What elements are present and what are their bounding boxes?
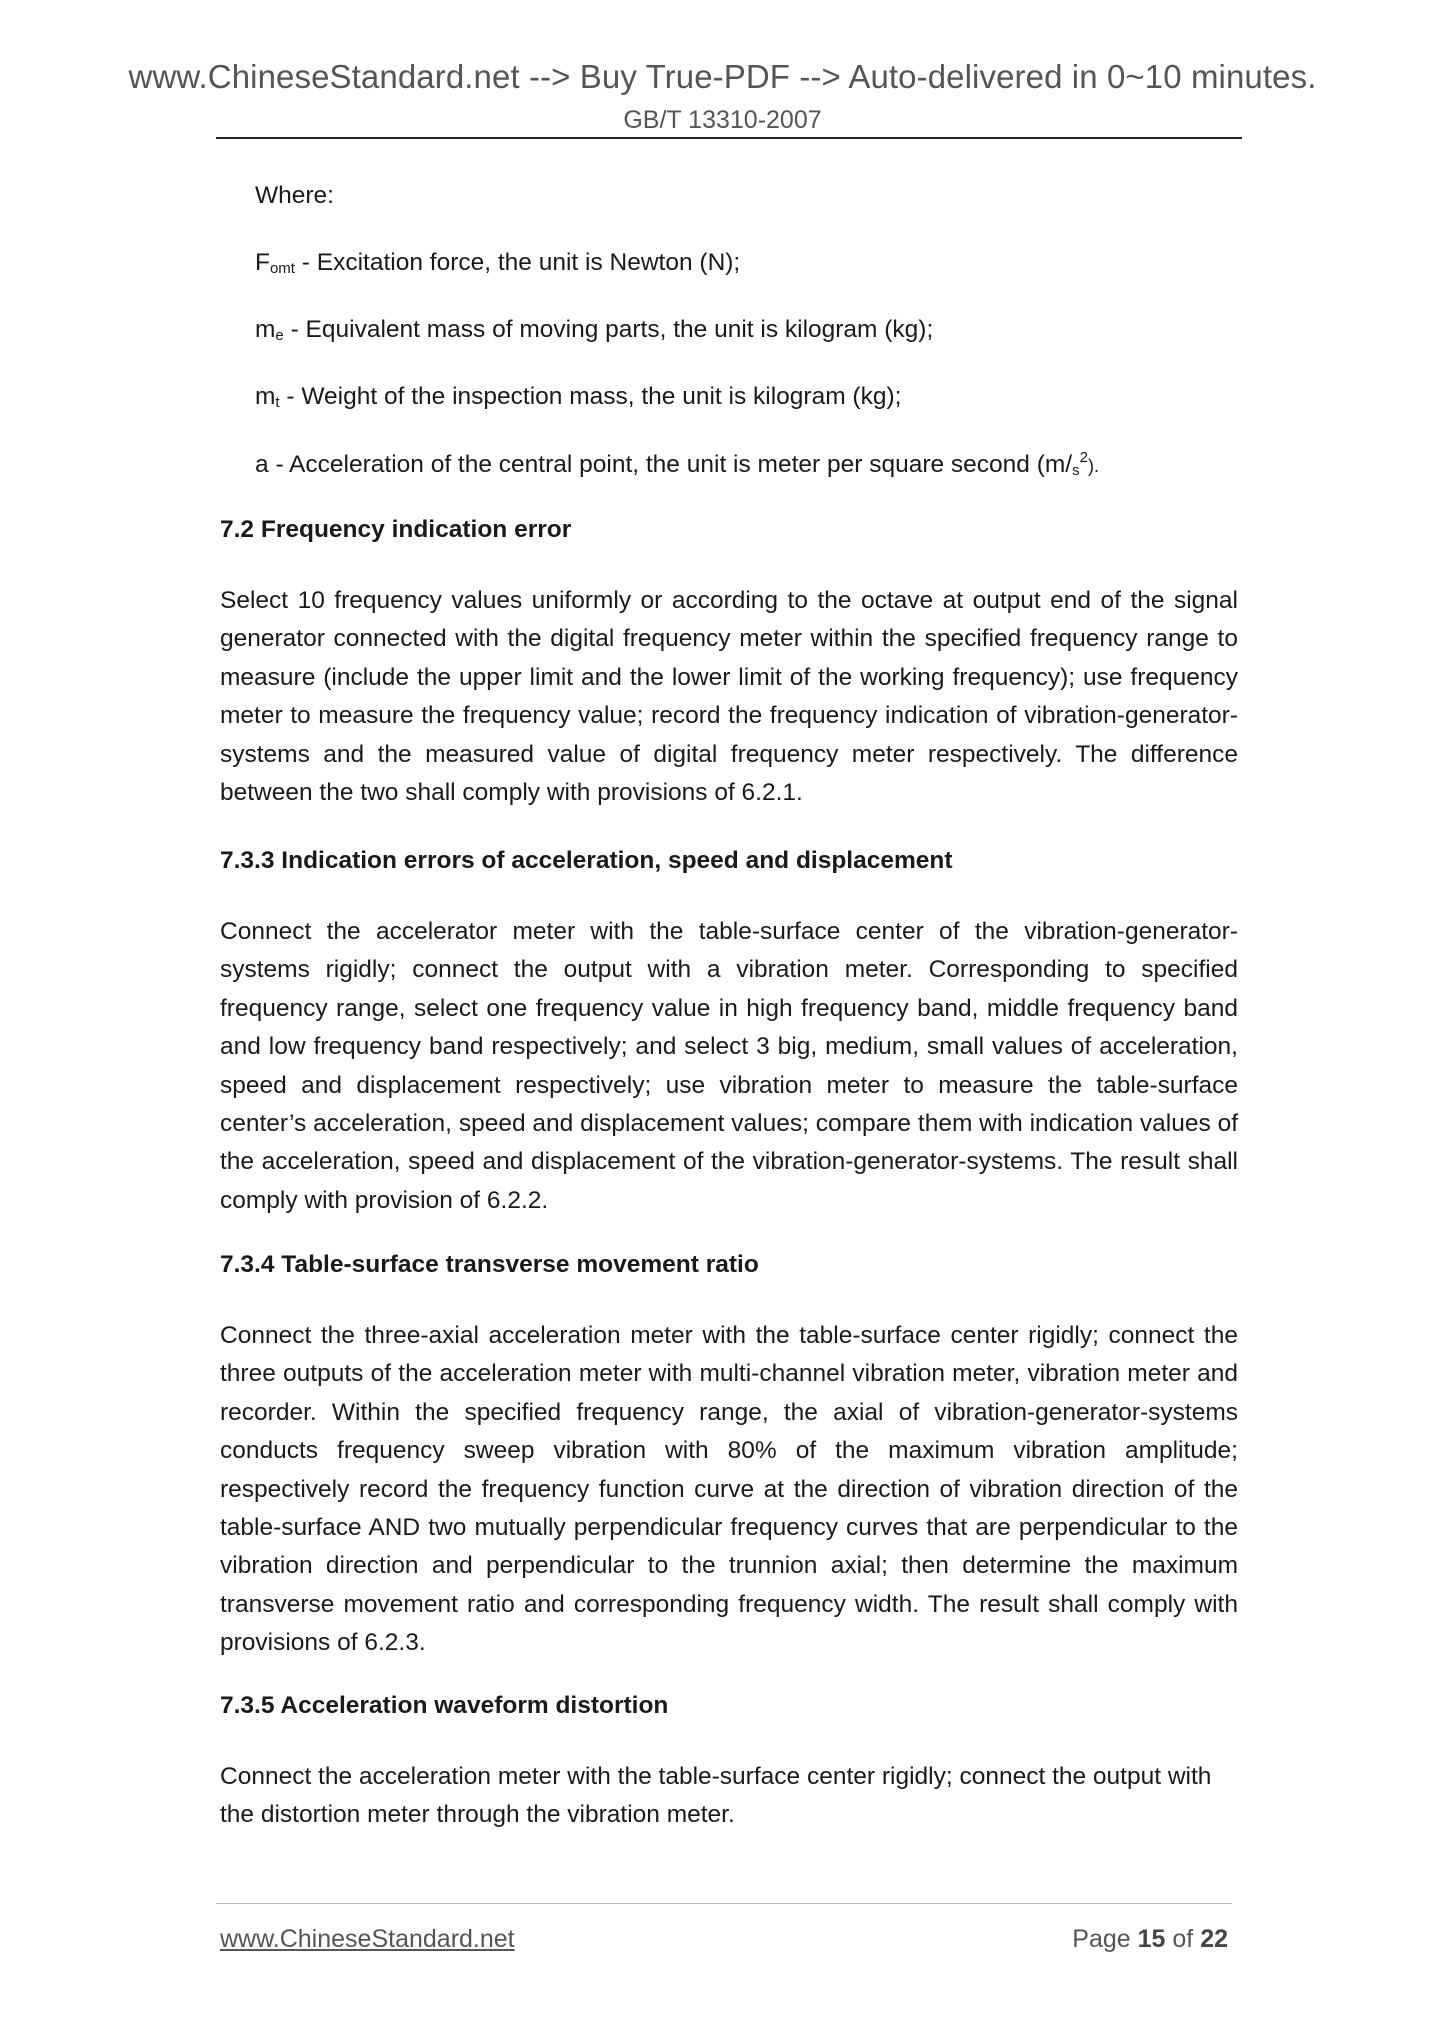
section-paragraph-7-3-3: Connect the accelerator meter with the table-surface center of the vibration-generator-systems rigidly; connect the output with a vibration meter. Corresponding to specified frequency range, select one frequency value in high frequency band, middle frequency band and low frequency band respectively; and select 3 big, medium, small values of acceleration, speed and displacement respectively; use vibration meter to measure the table-surface center’s acceleration, speed and displacement values; compare them with indication values of the acceleration, speed and displacement of the vibration-generator-systems. The result shall comply with provision of 6.2.2. — [220, 918, 1238, 1214]
page-indicator: Page 15 of 22 — [1072, 1925, 1228, 1953]
section-paragraph-7-2: Select 10 frequency values uniformly or according to the octave at output end of the signal generator connected with the digital frequency meter within the specified frequency range to measure (include the upper limit and the lower limit of the working frequency); use frequency meter to measure the frequency value; record the frequency indication of vibration-generator-systems and the measured value of digital frequency meter respectively. The difference between the two shall comply with provisions of 6.2.1. — [220, 587, 1238, 807]
definition-equivalent-mass: me - Equivalent mass of moving parts, the unit is kilogram (kg); — [255, 316, 934, 344]
section-paragraph-7-3-4: Connect the three-axial acceleration meter with the table-surface center rigidly; connect the three outputs of the acceleration meter with multi-channel vibration meter, vibration meter and recorder. Within the specified frequency range, the axial of vibration-generator-systems conducts frequency sweep vibration with 80% of the maximum vibration amplitude; respectively record the frequency function curve at the direction of vibration direction of the table-surface AND two mutually perpendicular frequency curves that are perpendicular to the vibration direction and perpendicular to the trunnion axial; then determine the maximum transverse movement ratio and corresponding frequency width. The result shall comply with provisions of 6.2.3. — [220, 1322, 1238, 1657]
section-heading-7-3-5: 7.3.5 Acceleration waveform distortion — [220, 1692, 669, 1719]
footer-divider — [216, 1903, 1232, 1904]
current-page-number: 15 — [1137, 1925, 1166, 1953]
footer-site-link[interactable]: www.ChineseStandard.net — [220, 1925, 515, 1953]
section-heading-7-3-3: 7.3.3 Indication errors of acceleration, speed and displacement — [220, 847, 953, 874]
section-heading-7-3-4: 7.3.4 Table-surface transverse movement ratio — [220, 1251, 759, 1278]
header-banner-link[interactable]: www.ChineseStandard.net --> Buy True-PDF --> Auto-delivered in 0~10 minutes. — [128, 58, 1317, 95]
where-label: Where: — [255, 182, 334, 209]
header-divider — [216, 137, 1242, 139]
section-heading-7-2: 7.2 Frequency indication error — [220, 516, 572, 543]
definition-excitation-force: Fomt - Excitation force, the unit is Newton (N); — [255, 249, 741, 277]
definition-acceleration: a - Acceleration of the central point, the unit is meter per square second $(m/s^2)$. — [255, 449, 1099, 479]
definition-inspection-mass: mt - Weight of the inspection mass, the unit is kilogram (kg); — [255, 383, 902, 411]
total-pages-number: 22 — [1200, 1925, 1228, 1953]
section-paragraph-7-3-5: Connect the acceleration meter with the table-surface center rigidly; connect the output with the distortion meter through the vibration meter. — [220, 1763, 1212, 1829]
standard-number: GB/T 13310-2007 — [623, 106, 822, 134]
